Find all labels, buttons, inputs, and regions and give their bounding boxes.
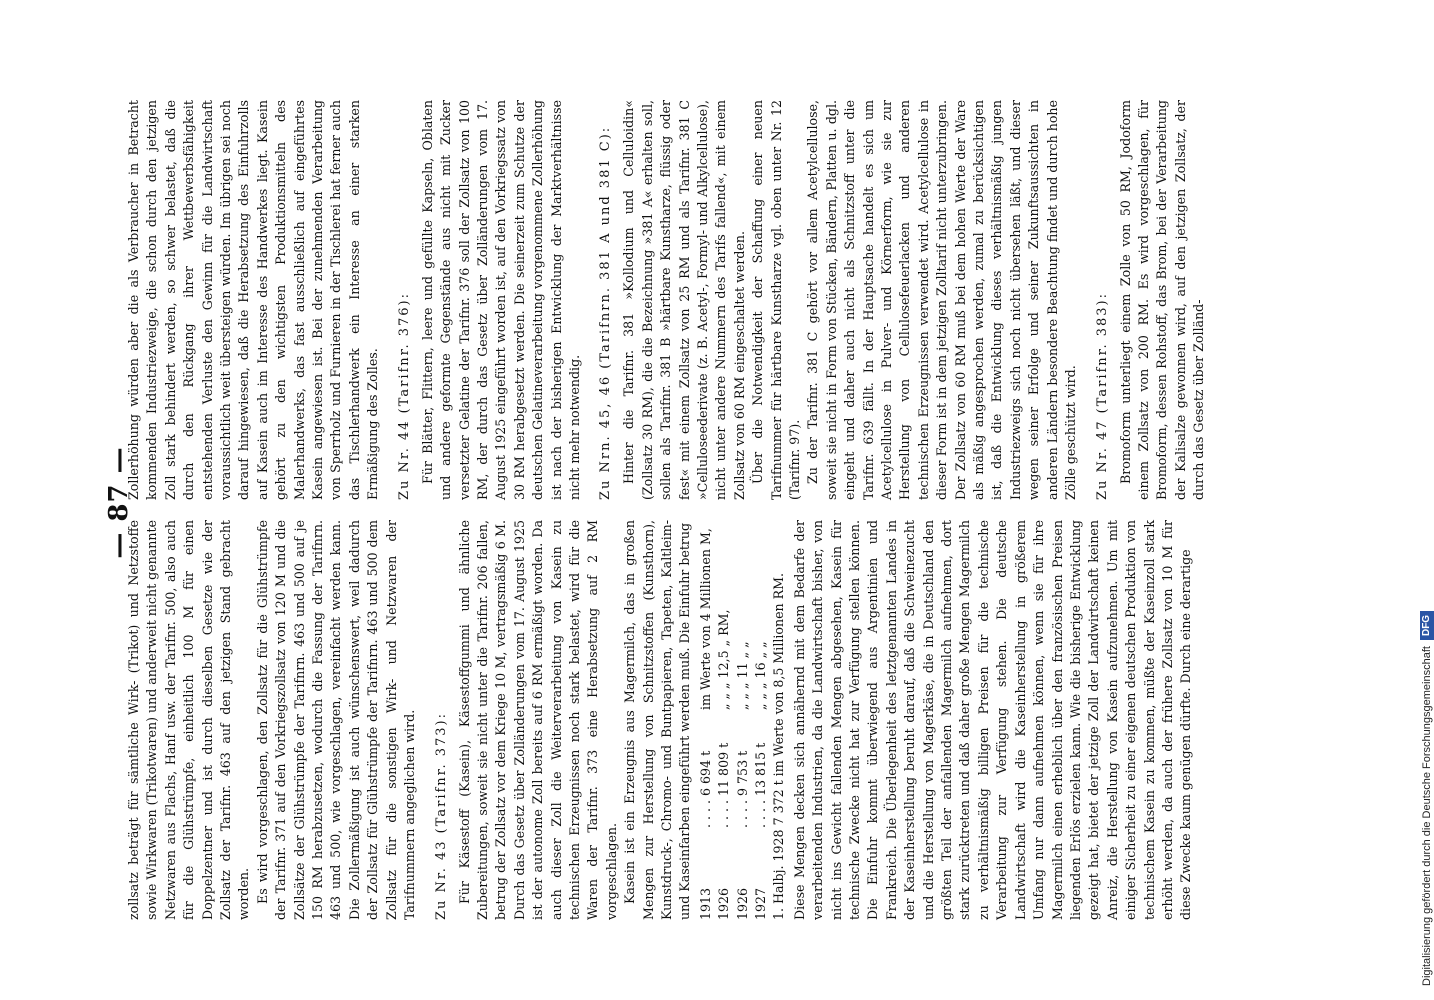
paragraph: Über die Notwendigkeit der Schaffung einer neuen Tarifnummer für härtbare Kunstharze vgl. oben unter Nr. 12 (Tarifnr. 97). xyxy=(750,100,802,500)
right-column xyxy=(125,100,1209,500)
import-row-last: 1. Halbj. 1928 7 372 t im Werte von 8,5 Millionen RM. xyxy=(771,572,787,920)
import-row xyxy=(715,520,733,920)
import-year: 1927 xyxy=(753,887,768,920)
page-number: — 87 — xyxy=(104,446,134,559)
import-amount: . . . . 11 809 t xyxy=(716,742,732,828)
import-row xyxy=(734,520,752,920)
import-year: 1926 xyxy=(734,887,750,920)
section-heading: Zu Nr. 43 (Tarifnr. 373): xyxy=(433,712,449,920)
import-table xyxy=(697,520,789,920)
paragraph: Diese Mengen decken sich annähernd mit dem Bedarfe der verarbeitenden Industrien, da die Landwirtschaft bisher, von nicht ins Gewicht fallenden Mengen abgesehen, Kasein für technische Zwecke nicht hat zur Verfügung stellen können. Die Einfuhr kommt überwiegend aus Argentinien und Frankreich. Die Überlegenheit des letztgenannten Landes in der Kaseinherstellung beruht darauf, daß die Schweinezucht und die Herstellung von Magerkäse, die in Deutschland den größten Teil der anfallenden Magermilch aufnehmen, dort stark zurücktreten und daß daher große Mengen Magermilch zu verhältnismäßig billigen Preisen für die technische Verarbeitung zur Verfügung stehen. Die deutsche Landwirtschaft wird die Kaseinherstellung in größerem Umfang nur dann aufnehmen können, wenn sie für ihre Magermilch einen erheblich über den französischen Preisen liegenden Erlös erzielen kann. Wie die bisherige Entwicklung gezeigt hat, bietet der jetzige Zoll der Landwirtschaft keinen Anreiz, die Herstellung von Kasein aufzunehmen. Um mit einiger Sicherheit zu einer eigenen deutschen Produktion von technischem Kasein zu kommen, müßte der Kaseinzoll stark erhöht werden, da auch der frühere Zollsatz von 10 M für diese Zwecke kaum genügen dürfte. Durch eine derartige xyxy=(791,520,1194,920)
section-heading: Zu Nr. 44 (Tarifnr. 376): xyxy=(396,292,412,500)
paragraph: Für Käsestoff (Kasein), Käsestoffgummi und ähnliche Zubereitungen, soweit sie nicht unter die Tarifnr. 206 fallen, betrug der Zollsatz vor dem Kriege 10 M, vertragsmäßig 6 M. Durch das Gesetz über Zolländerungen vom 17. August 1925 ist der autonome Zoll bereits auf 6 RM ermäßigt worden. Da auch dieser Zoll die Weiterverarbeitung von Kasein zu technischen Erzeugnissen noch stark belastet, wird für die Waren der Tarifnr. 373 eine Herabsetzung auf 2 RM vorgeschlagen. xyxy=(456,520,619,920)
paragraph: Zollerhöhung würden aber die als Verbraucher in Betracht kommenden Industriezweige, die schon durch den jetzigen Zoll stark behindert werden, so schwer belastet, daß die durch den Rückgang ihrer Wettbewerbsfähigkeit entstehenden Verluste den Gewinn für die Landwirtschaft voraussichtlich weit übersteigen würden. Im übrigen sei noch darauf hingewiesen, daß die Herabsetzung des Einfuhrzolls auf Kasein auch im Interesse des Handwerkes liegt. Kasein gehört zu den wichtigsten Produktionsmitteln des Malerhandwerks, das fast ausschließlich auf eingeführtes Kasein angewiesen ist. Bei der zunehmenden Verarbeitung von Sperrholz und Furnieren in der Tischlerei hat ferner auch das Tischlerhandwerk ein Interesse an einer starken Ermäßigung des Zolles. xyxy=(126,100,381,500)
paragraph: Es wird vorgeschlagen, den Zollsatz für die Glühstrümpfe der Tarifnr. 371 auf den Vorkriegszollsatz von 120 M und die Zollsätze der Glühstrümpfe der Tarifnrn. 463 und 500 auf je 150 RM herabzusetzen, wodurch die Fassung der Tarifnrn. 463 und 500, wie vorgeschlagen, vereinfacht werden kann. Die Zollermäßigung ist auch wünschenswert, weil dadurch der Zollsatz für Glühstrümpfe der Tarifnrn. 463 und 500 dem Zollsatz für die sonstigen Wirk- und Netzwaren der Tarifnummern angeglichen wird. xyxy=(254,520,418,920)
credit-text: Digitalisierung gefördert durch die Deutsche Forschungsgemeinschaft xyxy=(1421,646,1433,986)
paragraph: Zu der Tarifnr. 381 C gehört vor allem Acetylcellulose, soweit sie nicht in Form von Stücken, Bändern, Platten u. dgl. eingeht und daher auch nicht als Schnitzstoff unter die Tarifnr. 639 fällt. In der Hauptsache handelt es sich um Acetylcellulose in Pulver- und Körnerform, wie sie zur Herstellung von Cellulosefeuerlacken und anderen technischen Erzeugnissen verwendet wird. Acetylcellulose in dieser Form ist in dem jetzigen Zolltarif nicht unterzubringen. Der Zollsatz von 60 RM muß bei dem hohen Werte der Ware als mäßig angesprochen werden, zumal zu berücksichtigen ist, daß die Entwicklung dieses verhältnismäßig jungen Industriezweigs sich noch nicht übersehen läßt, und dieser wegen seiner Erfolge und seiner Zukunftsaussichten in anderen Ländern besondere Beachtung findet und durch hohe Zölle geschützt wird. xyxy=(805,100,1079,500)
import-year: 1913 xyxy=(697,887,713,920)
import-amount: . . . . 13 815 t xyxy=(753,742,768,828)
scanned-page xyxy=(97,85,1307,920)
paragraph: zollsatz beträgt für sämtliche Wirk- (Trikot) und Netzstoffe sowie Wirkwaren (Trikotwaren) und anderweit nicht genannte Netzwaren aus Flachs, Hanf usw. der Tarifnr. 500, also auch für die Glühstrümpfe, einheitlich 100 M für einen Doppelzentner und ist durch dieselben Gesetze wie der Zollsatz der Tarifnr. 463 auf den jetzigen Stand gebracht worden. xyxy=(126,519,252,920)
paragraph: Bromoform unterliegt einem Zolle von 50 RM, Jodoform einem Zollsatz von 200 RM. Es wird vorgeschlagen, für Bromoform, dessen Rohstoff, das Brom, bei der Verarbeitung der Kalisalze gewonnen wird, auf den jetzigen Zollsatz, der durch das Gesetz über Zolländ- xyxy=(1117,100,1207,500)
import-amount: . . . . 9 753 t xyxy=(734,750,750,828)
import-value: „ „ „ 11 „ „ xyxy=(734,641,750,710)
dfg-logo-badge: DFG xyxy=(1420,611,1434,640)
import-row xyxy=(697,520,715,920)
left-column xyxy=(125,520,1196,920)
section-heading: Zu Nr. 47 (Tarifnr. 383): xyxy=(1094,292,1110,500)
import-year: 1926 xyxy=(716,887,732,920)
paragraph: Für Blätter, Flittern, leere und gefüllte Kapseln, Oblaten und andere geformte Gegenstände aus nicht mit Zucker versetzter Gelatine der Tarifnr. 376 soll der Zollsatz von 100 RM, der durch das Gesetz über Zolländerungen vom 17. August 1925 eingeführt worden ist, auf den Vorkriegssatz von 30 RM herabgesetzt werden. Die seinerzeit zum Schutze der deutschen Gelatineverarbeitung vorgenommene Zollerhöhung ist nach der bisherigen Entwicklung der Marktverhältnisse nicht mehr notwendig. xyxy=(419,100,582,500)
paragraph: Kasein ist ein Erzeugnis aus Magermilch, das in großen Mengen zur Herstellung von Schnitzstoffen (Kunsthorn), Kunstdruck-, Chromo- und Buntpapieren, Tapeten, Kaltleim- und Kaseinfarben eingeführt werden muß. Die Einfuhr betrug xyxy=(622,520,693,920)
paragraph: Hinter die Tarifnr. 381 »Kollodium und Celluloidin« (Zollsatz 30 RM), die die Bezeichnung »381 A« erhalten soll, sollen als Tarifnr. 381 B »härtbare Kunstharze, flüssig oder fest« mit einem Zollsatz von 25 RM und als Tarifnr. 381 C »Celluloseederivate (z. B. Acetyl-, Formyl- und Alkylcellulose), nicht unter andere Nummern des Tarifs fallend«, mit einem Zollsatz von 60 RM eingeschaltet werden. xyxy=(621,100,747,500)
import-amount: . . . . 6 694 t xyxy=(697,750,713,828)
digitization-credit xyxy=(1418,6,1434,986)
import-value: im Werte von 4 Millionen M, xyxy=(697,528,713,710)
import-value: „ „ „ 12,5 „ RM, xyxy=(716,609,732,710)
import-row xyxy=(752,520,770,920)
section-heading: Zu Nrn. 45, 46 (Tarifnrn. 381 A und 381 C): xyxy=(598,125,614,500)
import-value: „ „ „ 16 „ „ xyxy=(753,641,768,710)
